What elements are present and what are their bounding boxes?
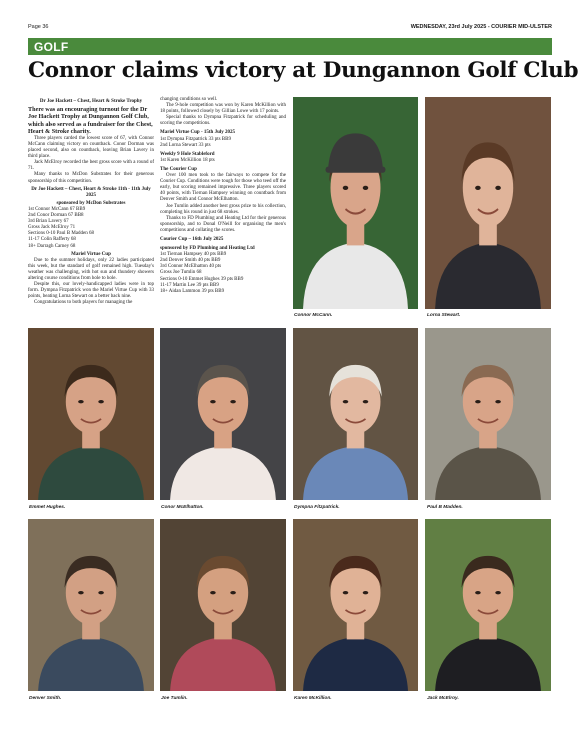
left-eye <box>475 400 481 403</box>
left-eye <box>343 591 349 594</box>
subheading: sponsored by McDon Substrates <box>56 200 126 206</box>
subheading: The Courier Cup <box>160 166 197 172</box>
paragraph: changing conditions so well. <box>160 97 218 102</box>
photo-conor-mcelhatton <box>160 328 286 500</box>
caption-lorna-stewart: Lorna Stewart. <box>427 313 461 318</box>
caption-conor-mcelhatton: Conor McElhatton. <box>161 505 204 510</box>
left-eye <box>475 591 481 594</box>
portrait-illustration <box>293 328 418 500</box>
paragraph: Special thanks to Dympna Fitzpatrick for scheduling and scoring the competitions. <box>160 115 286 127</box>
photo-joe-tumlin <box>160 519 286 691</box>
right-eye <box>363 400 369 403</box>
photo-jack-mcelroy <box>425 519 551 691</box>
headline: Connor claims victory at Dungannon Golf Club <box>28 58 579 83</box>
result-line: 1st Dympna Fitzpatrick 33 pts BB9 <box>160 136 231 142</box>
left-eye <box>343 400 349 403</box>
result-line: 2nd Conor Dorman 67 BB8 <box>28 213 84 219</box>
result-line: 11-17 Martin Lee 39 pts BB9 <box>160 282 219 288</box>
right-eye <box>230 591 236 594</box>
portrait-illustration <box>28 328 154 500</box>
portrait-illustration <box>425 328 551 500</box>
photo-lorna-stewart <box>425 97 551 309</box>
portrait-illustration <box>425 519 551 691</box>
paragraph: Many thanks to McDon Substrates for their generous sponsorship of this competition. <box>28 172 154 184</box>
subheading: Dr Joe Hackett – Chest, Heart & Stroke Trophy <box>39 99 143 104</box>
section-label: GOLF <box>34 40 69 54</box>
subheading: Dr Joe Hackett – Chest, Heart & Stroke 11th - 11th July 2025 <box>31 186 151 198</box>
result-line: 18+ Darragh Carney 68 <box>28 243 76 249</box>
subheading: Weekly 9 Hole Stableford <box>160 151 215 157</box>
right-eye <box>495 400 501 403</box>
article-column-1 <box>28 97 154 306</box>
result-line: 1st Karen McKillion 18 pts <box>160 157 215 163</box>
page-number: Page 36 <box>28 24 49 30</box>
portrait-illustration <box>425 97 551 309</box>
result-line: 3rd Brian Lavery 67 <box>28 219 69 225</box>
left-eye <box>78 591 84 594</box>
right-eye <box>230 400 236 403</box>
right-eye <box>363 186 369 190</box>
left-eye <box>78 400 84 403</box>
right-eye <box>98 400 104 403</box>
caption-karen-mckillion: Karen McKillion. <box>294 696 332 701</box>
photo-paul-b-madden <box>425 328 551 500</box>
left-eye <box>475 186 481 190</box>
result-line: Sections 0-10 Paul B Madden 68 <box>28 231 94 237</box>
photo-denver-smith <box>28 519 154 691</box>
subheading: Courier Cup – 16th July 2025 <box>160 236 224 242</box>
right-eye <box>495 186 501 190</box>
result-line: Gross Joe Tumlin 68 <box>160 270 202 276</box>
result-line: Gross Jack McElroy 71 <box>28 225 76 231</box>
paragraph: Joe Tumlin added another best gross prize to his collection, completing his round in just 68 strokes. <box>160 203 286 215</box>
result-line: Sections 0-10 Emmet Hughes 39 pts BB9 <box>160 276 244 282</box>
right-eye <box>495 591 501 594</box>
paragraph: Despite this, our lovely-handicapped ladies were in top form. Dympna Fitzpatrick won the Mariel Virtue Cup with 33 points, beating Lorna Stewart on a better back nine. <box>28 282 154 300</box>
portrait-illustration <box>293 97 418 309</box>
caption-dympna-fitzpatrick: Dympna Fitzpatrick. <box>294 505 340 510</box>
result-line: 1st Tiernan Hampsey 40 pts BB9 <box>160 252 227 258</box>
result-line: 11-17 Colin Rafferty 68 <box>28 237 76 243</box>
photo-dympna-fitzpatrick <box>293 328 418 500</box>
result-line: 2nd Lorna Stewart 33 pts <box>160 142 211 148</box>
issue-date: WEDNESDAY, 23rd July 2025 - COURIER MID-ULSTER <box>410 24 552 30</box>
page-header <box>28 24 552 33</box>
caption-emmet-hughes: Emmet Hughes. <box>29 505 66 510</box>
paragraph: Three players carded the lowest score of 67, with Connor McCann claiming victory on countback. Conor Dorman was placed second, also on countback, leaving Brian Lavery in third place. <box>28 135 154 160</box>
right-eye <box>98 591 104 594</box>
right-eye <box>363 591 369 594</box>
paragraph: Due to the summer holidays, only 22 ladies participated this week, but the standard of golf remained high. Tuesday's weather was challenging, with hot sun and thundery showers altering course conditions from hole to hole. <box>28 257 154 281</box>
result-line: 18+ Aidan Lammon 39 pts BB9 <box>160 288 225 294</box>
photo-karen-mckillion <box>293 519 418 691</box>
caption-denver-smith: Denver Smith. <box>29 696 62 701</box>
portrait-illustration <box>160 328 286 500</box>
portrait-illustration <box>293 519 418 691</box>
caption-connor-mccann: Connor McCann. <box>294 313 333 318</box>
article-column-2 <box>160 97 286 295</box>
paragraph: Congratulations to both players for managing the <box>34 300 133 306</box>
cap-brim <box>326 167 386 173</box>
section-banner <box>28 38 552 55</box>
result-line: 3rd Connor McElhatton 40 pts <box>160 264 222 270</box>
photo-emmet-hughes <box>28 328 154 500</box>
portrait-illustration <box>160 519 286 691</box>
result-line: 2nd Denver Smith 40 pts BB9 <box>160 258 221 264</box>
article-intro: There was an encouraging turnout for the Dr Joe Hackett Trophy at Dungannon Golf Club, which also served as a fundraiser for the Chest, Heart & Stroke charity. <box>28 106 153 135</box>
result-line: 1st Connor McCann 67 BB9 <box>28 206 86 212</box>
subheading: Mariel Virtue Cup <box>71 251 111 257</box>
photo-connor-mccann <box>293 97 418 309</box>
left-eye <box>343 186 349 190</box>
paragraph: Thanks to FD Plumbing and Heating Ltd for their generous sponsorship, and to Donal O'Neill for organising the men's competitions and collating the scores. <box>160 215 286 233</box>
left-eye <box>210 400 216 403</box>
paragraph: The 9-hole competition was won by Karen McKillion with 18 points, followed closely by Gillian Lowe with 17 points. <box>160 103 286 115</box>
paragraph: Jack McElroy recorded the best gross score with a round of 71. <box>28 160 154 172</box>
caption-jack-mcelroy: Jack McElroy. <box>427 696 459 701</box>
subheading: Mariel Virtue Cup - 15th July 2025 <box>160 130 235 136</box>
portrait-illustration <box>28 519 154 691</box>
caption-joe-tumlin: Joe Tumlin. <box>161 696 188 701</box>
caption-paul-b-madden: Paul B Madden. <box>427 505 463 510</box>
paragraph: Over 100 men took to the fairways to compete for the Courier Cup. Conditions were tough for those who teed off the early, but scoring remained impressive. Three players scored 40 points, with Tiernan Hampsey winning on countback from Denver Smith and Connor McElhatton. <box>160 173 286 203</box>
subheading: sponsored by FD Plumbing and Heating Ltd <box>160 246 255 252</box>
left-eye <box>210 591 216 594</box>
